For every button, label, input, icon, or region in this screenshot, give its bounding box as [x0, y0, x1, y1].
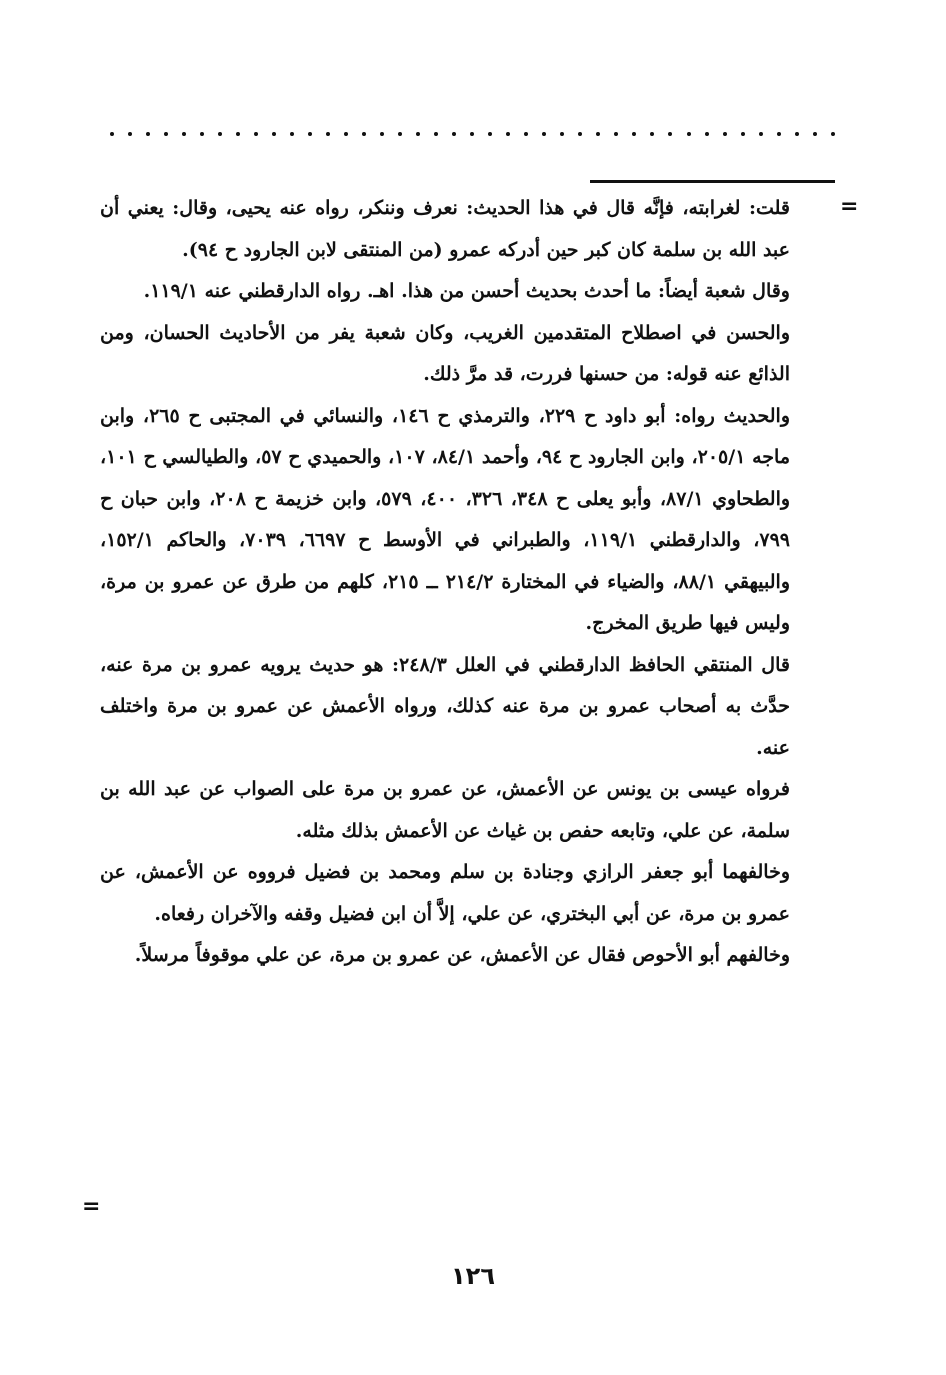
separator-dot	[831, 132, 835, 136]
separator-dot	[759, 132, 763, 136]
separator-dot	[632, 132, 636, 136]
separator-dot	[218, 132, 222, 136]
separator-dot	[128, 132, 132, 136]
separator-dot	[254, 132, 258, 136]
separator-dot	[164, 132, 168, 136]
separator-dot	[146, 132, 150, 136]
footnote-paragraph: وخالفهم أبو الأحوص فقال عن الأعمش، عن عمرو بن مرة، عن علي موقوفاً مرسلاً.	[134, 944, 790, 966]
separator-dot	[290, 132, 294, 136]
separator-dot	[705, 132, 709, 136]
footnote-paragraph: والحسن في اصطلاح المتقدمين الغريب، وكان شعبة يفر من الأحاديث الحسان، ومن الذائع عنه قوله: من حسنها فررت، قد مرَّ ذلك.	[100, 321, 790, 385]
separator-dot	[308, 132, 312, 136]
separator-dot	[416, 132, 420, 136]
continuation-mark-top: =	[840, 194, 859, 219]
separator-dot	[380, 132, 384, 136]
separator-dot	[668, 132, 672, 136]
separator-dot	[578, 132, 582, 136]
separator-dot	[813, 132, 817, 136]
separator-dot	[723, 132, 727, 136]
separator-dot	[506, 132, 510, 136]
page-number: ١٢٦	[451, 1262, 495, 1290]
separator-dot	[272, 132, 276, 136]
separator-dot	[452, 132, 456, 136]
separator-dot	[470, 132, 474, 136]
footnote-paragraph: قلت: لغرابته، فإنَّه قال في هذا الحديث: نعرف وننكر، رواه عنه يحيى، وقال: يعني أن عبد الله بن سلمة كان كبر حين أدركه عمرو (من المنتقى لابن الجارود ح ٩٤).	[100, 197, 790, 261]
separator-dot	[542, 132, 546, 136]
separator-dot	[777, 132, 781, 136]
separator-dot	[344, 132, 348, 136]
separator-dot	[236, 132, 240, 136]
footnote-paragraph: وقال شعبة أيضاً: ما أحدث بحديث أحسن من هذا. اهـ. رواه الدارقطني عنه ١١٩/١.	[143, 280, 790, 302]
separator-dot	[687, 132, 691, 136]
separator-dot	[614, 132, 618, 136]
separator-dot	[741, 132, 745, 136]
separator-dot	[182, 132, 186, 136]
separator-dot	[560, 132, 564, 136]
footnote-paragraph: فرواه عيسى بن يونس عن الأعمش، عن عمرو بن مرة على الصواب عن عبد الله بن سلمة، عن علي، وتابعه حفص بن غياث عن الأعمش بذلك مثله.	[100, 778, 790, 842]
separator-dot	[200, 132, 204, 136]
separator-dot	[650, 132, 654, 136]
separator-dot	[434, 132, 438, 136]
separator-dot	[795, 132, 799, 136]
dotted-separator	[110, 128, 835, 140]
continuation-mark-bottom: =	[82, 1194, 101, 1219]
separator-dot	[326, 132, 330, 136]
separator-dot	[596, 132, 600, 136]
separator-dot	[398, 132, 402, 136]
footnote-paragraph: والحديث رواه: أبو داود ح ٢٢٩، والترمذي ح ١٤٦، والنسائي في المجتبى ح ٢٦٥، وابن ماجه ٢٠٥/١، وابن الجارود ح ٩٤، وأحمد ٨٤/١، ١٠٧، والحميدي ح ٥٧، والطيالسي ح ١٠١، والطحاوي ٨٧/١، وأبو يعلى ح ٣٤٨، ٣٢٦، ٤٠٠، ٥٧٩، وابن خزيمة ح ٢٠٨، وابن حبان ح ٧٩٩، والدارقطني ١١٩/١، والطبراني في الأوسط ح ٦٦٩٧، ٧٠٣٩، والحاكم ١٥٢/١، والبيهقي ٨٨/١، والضياء في المختارة ٢١٤/٢ ــ ٢١٥، كلهم من طرق عن عمرو بن مرة، وليس فيها طريق المخرج.	[100, 404, 791, 634]
separator-dot	[524, 132, 528, 136]
footnote-body	[100, 188, 790, 977]
footnote-rule	[590, 180, 835, 183]
separator-dot	[488, 132, 492, 136]
separator-dot	[362, 132, 366, 136]
footnote-paragraph: قال المنتقي الحافظ الدارقطني في العلل ٢٤٨/٣: هو حديث يرويه عمرو بن مرة عنه، حدَّث به أصحاب عمرو بن مرة عنه كذلك، ورواه الأعمش عن عمرو بن مرة واختلف عنه.	[100, 653, 790, 759]
footnote-paragraph: وخالفهما أبو جعفر الرازي وجنادة بن سلم ومحمد بن فضيل فرووه عن الأعمش، عن عمرو بن مرة، عن أبي البختري، عن علي، إلاَّ أن ابن فضيل وقفه والآخران رفعاه.	[100, 861, 790, 925]
separator-dot	[110, 132, 114, 136]
